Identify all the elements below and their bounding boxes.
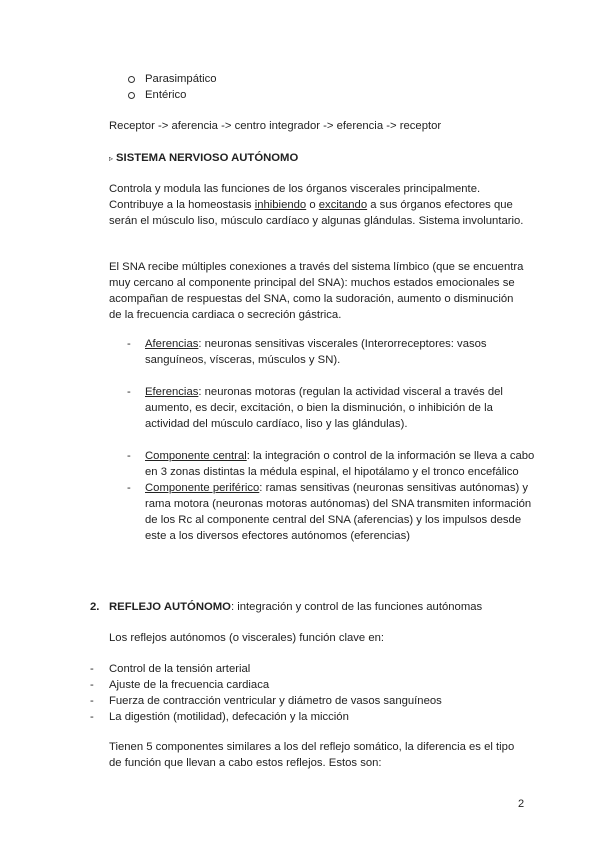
component-text: : neuronas motoras (regulan la actividad visceral a través del aumento, es decir, excitación, o bien la disminución, o inhibición de la actividad del músculo cardíaco, liso y las glándulas). (145, 386, 503, 430)
component-term: Componente periférico (145, 482, 260, 494)
section-2-heading (90, 599, 482, 615)
paragraph-functions (109, 181, 529, 229)
dash-bullet: - (90, 663, 94, 675)
paragraph-text: a sus órganos efectores que serán el músculo liso, músculo cardíaco y algunas glándulas. Sistema involuntario. (109, 199, 524, 227)
component-text: : ramas sensitivas (neuronas sensitivas autónomas) y rama motora (neuronas motoras autónomas) del SNA transmiten información de los Rc al componente central del SNA (aferencias) y los impulsos desde este a los diversos efectores autónomos (eferencias) (145, 482, 532, 542)
component-term: Aferencias (145, 338, 199, 350)
list-item-text: Ajuste de la frecuencia cardiaca (109, 679, 270, 691)
section-2-subtitle: : integración y control de las funciones autónomas (230, 601, 483, 613)
section-number: 2. (90, 601, 100, 613)
pathway-text: Receptor -> aferencia -> centro integrador -> eferencia -> receptor (109, 120, 442, 132)
list-item-text: La digestión (motilidad), defecación y la micción (109, 711, 349, 723)
dash-bullet: - (90, 695, 94, 707)
dash-bullet: - (127, 450, 131, 462)
list-item (90, 661, 442, 677)
section-2-title: REFLEJO AUTÓNOMO (109, 601, 231, 613)
list-item-text: Fuerza de contracción ventricular y diámetro de vasos sanguíneos (109, 695, 442, 707)
sublist (128, 71, 217, 103)
underlined-term: excitando (318, 199, 368, 211)
list-item-text: Entérico (145, 89, 187, 101)
dash-bullet: - (127, 386, 131, 398)
list-item (128, 71, 217, 87)
reflex-intro: Los reflejos autónomos (o viscerales) función clave en: (109, 632, 385, 644)
spacer (127, 432, 537, 448)
dash-bullet: - (90, 679, 94, 691)
list-item (90, 677, 442, 693)
dash-bullet: - (127, 338, 131, 350)
closing-paragraph: Tienen 5 componentes similares a los del reflejo somático, la diferencia es el tipo de función que llevan a cabo estos reflejos. Estos son: (109, 741, 515, 769)
triangle-marker-icon: ▹ (109, 154, 114, 163)
page-number: 2 (518, 798, 525, 810)
dash-bullet: - (127, 482, 131, 494)
list-item (128, 87, 217, 103)
dash-bullet: - (90, 711, 94, 723)
list-item (127, 384, 537, 432)
list-item (127, 336, 537, 368)
section-heading-title: SISTEMA NERVIOSO AUTÓNOMO (116, 152, 299, 164)
reflex-list (90, 661, 442, 725)
component-term: Eferencias (145, 386, 199, 398)
list-item (127, 448, 537, 480)
paragraph-text: o (306, 199, 319, 211)
section-heading (109, 150, 298, 167)
spacer (127, 368, 537, 384)
component-text: : la integración o control de la información se lleva a cabo en 3 zonas distintas la médula espinal, el hipotálamo y el tronco encefálico (145, 450, 535, 478)
underlined-term: inhibiendo (254, 199, 307, 211)
list-item-text: Parasimpático (145, 73, 217, 85)
component-text: : neuronas sensitivas viscerales (Interorreceptores: vasos sanguíneos, vísceras, músculos y SN). (145, 338, 487, 366)
list-item (127, 480, 537, 544)
components-list (127, 336, 537, 544)
list-item (90, 693, 442, 709)
component-term: Componente central (145, 450, 247, 462)
list-item-text: Control de la tensión arterial (109, 663, 251, 675)
circle-bullet-icon (128, 92, 135, 99)
paragraph-text: Controla y modula las funciones de los órganos viscerales principalmente. Contribuye a la homeostasis (109, 183, 481, 211)
list-item (90, 709, 442, 725)
circle-bullet-icon (128, 76, 135, 83)
paragraph-limbic: El SNA recibe múltiples conexiones a través del sistema límbico (que se encuentra muy cercano al componente principal del SNA): muchos estados emocionales se acompañan de respuestas del SNA, como la sudoración, aumento o disminución de la frecuencia cardiaca o secreción gástrica. (109, 261, 524, 321)
